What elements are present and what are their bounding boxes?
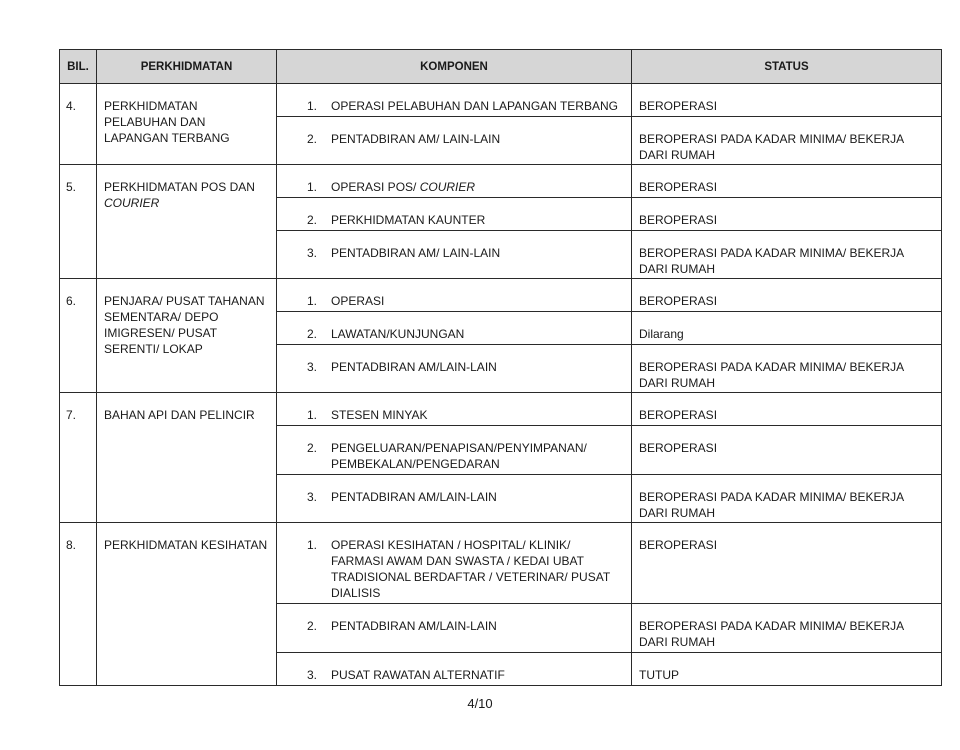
component-text: LAWATAN/KUNJUNGAN	[331, 327, 465, 341]
status-cell: BEROPERASI	[632, 426, 942, 475]
component-number: 3.	[307, 246, 318, 260]
service-name: PERKHIDMATAN KESIHATAN	[97, 523, 277, 686]
header-bil: BIL.	[60, 50, 97, 84]
header-status: STATUS	[632, 50, 942, 84]
component-number: 1.	[307, 408, 318, 422]
status-cell: BEROPERASI	[632, 523, 942, 604]
status-cell: Dilarang	[632, 312, 942, 345]
section-number: 4.	[60, 84, 97, 165]
component-number: 3.	[307, 668, 318, 682]
services-table	[59, 49, 942, 686]
component-text: PENTADBIRAN AM/ LAIN-LAIN	[331, 132, 501, 146]
section-number: 7.	[60, 393, 97, 523]
component-cell	[277, 426, 632, 475]
service-name: BAHAN API DAN PELINCIR	[97, 393, 277, 523]
service-name-italic: COURIER	[104, 196, 160, 210]
page-number: 4/10	[467, 696, 493, 711]
service-name: PENJARA/ PUSAT TAHANAN SEMENTARA/ DEPO IMIGRESEN/ PUSAT SERENTI/ LOKAP	[97, 279, 277, 393]
section-number: 8.	[60, 523, 97, 686]
component-cell	[277, 393, 632, 426]
component-cell	[277, 279, 632, 312]
component-text: PENTADBIRAN AM/LAIN-LAIN	[331, 360, 497, 374]
component-cell	[277, 604, 632, 653]
header-perkhidmatan: PERKHIDMATAN	[97, 50, 277, 84]
component-text: PERKHIDMATAN KAUNTER	[331, 213, 486, 227]
component-text: PENGELUARAN/PENAPISAN/PENYIMPANAN/ PEMBEKALAN/PENGEDARAN	[331, 441, 587, 471]
status-cell: BEROPERASI PADA KADAR MINIMA/ BEKERJA DARI RUMAH	[632, 475, 942, 523]
component-text: PENTADBIRAN AM/LAIN-LAIN	[331, 490, 497, 504]
service-name: PERKHIDMATAN POS DAN	[104, 180, 255, 194]
component-number: 1.	[307, 538, 318, 552]
table-row	[60, 84, 942, 117]
component-cell	[277, 84, 632, 117]
component-text: STESEN MINYAK	[331, 408, 428, 422]
component-number: 3.	[307, 360, 318, 374]
status-cell: BEROPERASI	[632, 279, 942, 312]
component-text: OPERASI KESIHATAN / HOSPITAL/ KLINIK/ FARMASI AWAM DAN SWASTA / KEDAI UBAT TRADISIONAL BERDAFTAR / VETERINAR/ PUSAT DIALISIS	[331, 538, 610, 600]
table-row	[60, 279, 942, 312]
table-row	[60, 523, 942, 604]
status-cell: BEROPERASI	[632, 165, 942, 198]
status-cell: BEROPERASI	[632, 84, 942, 117]
component-number: 3.	[307, 490, 318, 504]
component-cell	[277, 312, 632, 345]
component-cell	[277, 117, 632, 165]
table-header-row	[60, 50, 942, 84]
header-komponen: KOMPONEN	[277, 50, 632, 84]
status-cell: BEROPERASI PADA KADAR MINIMA/ BEKERJA DARI RUMAH	[632, 604, 942, 653]
component-number: 2.	[307, 213, 318, 227]
component-number: 2.	[307, 327, 318, 341]
section-number: 5.	[60, 165, 97, 279]
service-name: PERKHIDMATAN PELABUHAN DAN LAPANGAN TERBANG	[97, 84, 277, 165]
status-cell: BEROPERASI PADA KADAR MINIMA/ BEKERJA DARI RUMAH	[632, 231, 942, 279]
component-cell	[277, 231, 632, 279]
section-number: 6.	[60, 279, 97, 393]
component-cell	[277, 345, 632, 393]
table-row	[60, 393, 942, 426]
status-cell: BEROPERASI PADA KADAR MINIMA/ BEKERJA DARI RUMAH	[632, 117, 942, 165]
status-cell: BEROPERASI	[632, 198, 942, 231]
component-text: PENTADBIRAN AM/ LAIN-LAIN	[331, 246, 501, 260]
component-number: 2.	[307, 132, 318, 146]
component-cell	[277, 165, 632, 198]
component-number: 2.	[307, 441, 318, 455]
service-name-cell	[97, 165, 277, 279]
component-cell	[277, 653, 632, 686]
component-text: OPERASI POS/	[331, 180, 417, 194]
component-number: 1.	[307, 294, 318, 308]
component-text: OPERASI	[331, 294, 385, 308]
component-number: 2.	[307, 619, 318, 633]
component-cell	[277, 198, 632, 231]
component-text-italic: COURIER	[419, 180, 476, 194]
component-cell	[277, 475, 632, 523]
component-text: PENTADBIRAN AM/LAIN-LAIN	[331, 619, 497, 633]
status-cell: TUTUP	[632, 653, 942, 686]
status-cell: BEROPERASI PADA KADAR MINIMA/ BEKERJA DARI RUMAH	[632, 345, 942, 393]
status-cell: BEROPERASI	[632, 393, 942, 426]
component-cell	[277, 523, 632, 604]
component-text: OPERASI PELABUHAN DAN LAPANGAN TERBANG	[331, 99, 618, 113]
component-number: 1.	[307, 180, 318, 194]
component-text: PUSAT RAWATAN ALTERNATIF	[331, 668, 505, 682]
table-row	[60, 165, 942, 198]
component-number: 1.	[307, 99, 318, 113]
